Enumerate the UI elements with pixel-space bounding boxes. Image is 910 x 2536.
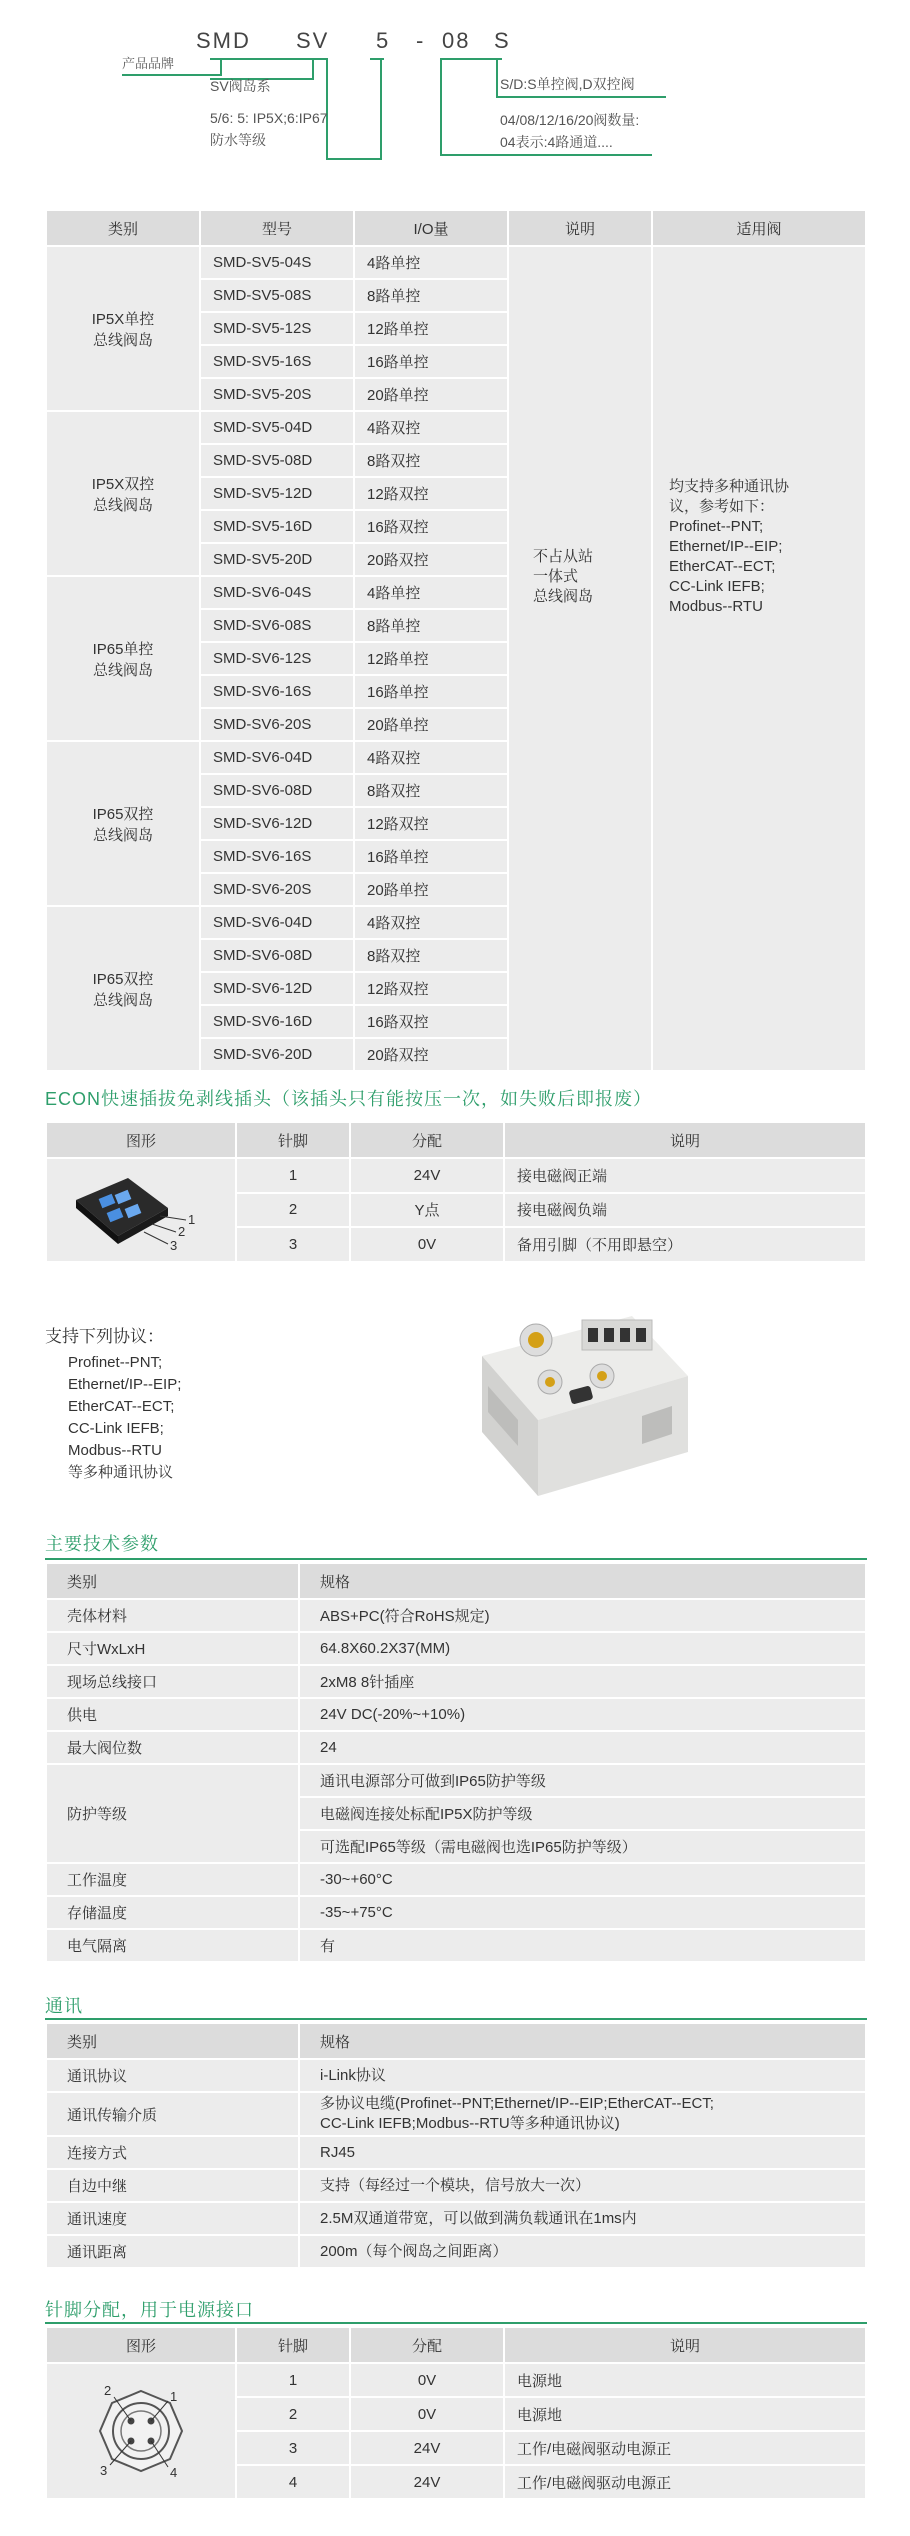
econ-pin-label-2: 2 (178, 1224, 186, 1239)
comm-category-cell: 通讯距离 (46, 2235, 299, 2268)
model-cell: SMD-SV6-08D (200, 939, 354, 972)
econ-graphic-cell (46, 1158, 236, 1262)
power-desc: 电源地 (504, 2397, 866, 2431)
tech-category-cell: 防护等级 (46, 1764, 299, 1863)
tech-col-category: 类别 (46, 1563, 299, 1599)
io-cell: 20路双控 (354, 1038, 508, 1071)
power-pin: 2 (236, 2397, 350, 2431)
table-row (46, 2202, 866, 2235)
category-cell: IP5X单控 总线阀岛 (46, 246, 200, 411)
econ-col-pin: 针脚 (236, 1122, 350, 1158)
tech-spec-cell: 有 (299, 1929, 866, 1962)
power-pins-table (45, 2326, 867, 2500)
protocols-title: 支持下列协议： (45, 1327, 164, 1346)
comm-spec-cell: 200m（每个阀岛之间距离） (299, 2235, 866, 2268)
protocol-item: Profinet--PNT; (68, 1354, 163, 1371)
econ-pin: 3 (236, 1227, 350, 1262)
col-io: I/O量 (354, 210, 508, 246)
power-assign: 24V (350, 2431, 504, 2465)
model-cell: SMD-SV5-08D (200, 444, 354, 477)
model-cell: SMD-SV6-04D (200, 906, 354, 939)
model-cell: SMD-SV6-12D (200, 972, 354, 1005)
tech-title: 主要技术参数 (45, 1534, 159, 1554)
comm-category-cell: 通讯传输介质 (46, 2092, 299, 2136)
power-pin-label-2: 2 (104, 2383, 112, 2398)
power-pin-label-3: 3 (100, 2463, 108, 2478)
comm-spec-cell: RJ45 (299, 2136, 866, 2169)
model-cell: SMD-SV6-20S (200, 873, 354, 906)
io-cell: 12路双控 (354, 972, 508, 1005)
tech-col-spec: 规格 (299, 1563, 866, 1599)
protocol-item: Modbus--RTU (68, 1442, 162, 1459)
model-cell: SMD-SV6-16S (200, 840, 354, 873)
tech-spec-cell: 24 (299, 1731, 866, 1764)
io-cell: 8路单控 (354, 609, 508, 642)
category-cell: IP5X双控 总线阀岛 (46, 411, 200, 576)
model-cell: SMD-SV5-08S (200, 279, 354, 312)
comm-col-spec: 规格 (299, 2023, 866, 2059)
model-cell: SMD-SV5-16S (200, 345, 354, 378)
table-row (46, 1731, 866, 1764)
tech-category-cell: 电气隔离 (46, 1929, 299, 1962)
tech-category-cell: 最大阀位数 (46, 1731, 299, 1764)
model-cell: SMD-SV5-04D (200, 411, 354, 444)
econ-col-assign: 分配 (350, 1122, 504, 1158)
io-cell: 12路单控 (354, 642, 508, 675)
econ-desc: 接电磁阀负端 (504, 1193, 866, 1228)
table-row (46, 1698, 866, 1731)
table-row (46, 1929, 866, 1962)
econ-connector-icon (48, 1160, 234, 1256)
power-desc: 工作/电磁阀驱动电源正 (504, 2465, 866, 2499)
io-cell: 4路双控 (354, 411, 508, 444)
protect-label-2: 防水等级 (210, 132, 266, 148)
valves-cell: 均支持多种通讯协 议，参考如下： Profinet--PNT; Ethernet/IP--EIP; EtherCAT--ECT; CC-Link IEFB; Modbus--RTU (652, 246, 866, 1071)
io-cell: 4路双控 (354, 906, 508, 939)
io-cell: 8路双控 (354, 939, 508, 972)
power-pin: 3 (236, 2431, 350, 2465)
io-cell: 20路单控 (354, 378, 508, 411)
io-cell: 16路双控 (354, 510, 508, 543)
power-assign: 0V (350, 2397, 504, 2431)
tech-spec-cell: -35~+75°C (299, 1896, 866, 1929)
model-cell: SMD-SV6-12D (200, 807, 354, 840)
io-cell: 16路双控 (354, 1005, 508, 1038)
econ-desc: 接电磁阀正端 (504, 1158, 866, 1193)
io-cell: 12路双控 (354, 477, 508, 510)
tech-category-cell: 壳体材料 (46, 1599, 299, 1632)
model-cell: SMD-SV6-12S (200, 642, 354, 675)
model-cell: SMD-SV6-04D (200, 741, 354, 774)
power-desc: 电源地 (504, 2363, 866, 2397)
protocol-item: CC-Link IEFB; (68, 1420, 164, 1437)
channels-label-2: 04表示:4路通道.... (500, 134, 613, 150)
model-cell: SMD-SV6-04S (200, 576, 354, 609)
comm-table (45, 2022, 867, 2269)
model-cell: SMD-SV5-20D (200, 543, 354, 576)
model-cell: SMD-SV6-20S (200, 708, 354, 741)
io-cell: 20路单控 (354, 873, 508, 906)
model-cell: SMD-SV5-04S (200, 246, 354, 279)
tech-spec-cell: 可选配IP65等级（需电磁阀也选IP65防护等级） (299, 1830, 866, 1863)
table-row (46, 246, 866, 279)
power-col-graphic: 图形 (46, 2327, 236, 2363)
tech-spec-cell: 2xM8 8针插座 (299, 1665, 866, 1698)
category-cell: IP65单控 总线阀岛 (46, 576, 200, 741)
io-cell: 20路双控 (354, 543, 508, 576)
table-row (46, 2136, 866, 2169)
tech-category-cell: 存储温度 (46, 1896, 299, 1929)
col-category: 类别 (46, 210, 200, 246)
econ-table (45, 1121, 867, 1263)
tech-spec-cell: 64.8X60.2X37(MM) (299, 1632, 866, 1665)
comm-spec-cell: 2.5M双通道带宽，可以做到满负载通讯在1ms内 (299, 2202, 866, 2235)
channels-label-1: 04/08/12/16/20阀数量: (500, 112, 640, 128)
model-cell: SMD-SV5-16D (200, 510, 354, 543)
bus-module-image (462, 1296, 702, 1514)
power-pins-title: 针脚分配，用于电源接口 (45, 2300, 254, 2320)
io-cell: 20路单控 (354, 708, 508, 741)
econ-pin-label-1: 1 (188, 1212, 196, 1227)
power-pin: 4 (236, 2465, 350, 2499)
econ-assign: 0V (350, 1227, 504, 1262)
tech-spec-cell: 通讯电源部分可做到IP65防护等级 (299, 1764, 866, 1797)
code-part-dash: - (416, 28, 426, 53)
table-row (46, 1896, 866, 1929)
code-part-channels: 08 (442, 28, 471, 53)
econ-desc: 备用引脚（不用即悬空） (504, 1227, 866, 1262)
protocol-item: Ethernet/IP--EIP; (68, 1376, 182, 1393)
power-pin-label-1: 1 (170, 2389, 178, 2404)
model-cell: SMD-SV6-16S (200, 675, 354, 708)
comm-spec-cell: 支持（每经过一个模块，信号放大一次） (299, 2169, 866, 2202)
table-row (46, 2235, 866, 2268)
series-label: SV阀岛系 (210, 78, 271, 94)
brand-label: 产品品牌 (122, 56, 175, 71)
econ-pin: 1 (236, 1158, 350, 1193)
product-table-header (46, 210, 866, 246)
model-cell: SMD-SV5-12S (200, 312, 354, 345)
tech-category-cell: 工作温度 (46, 1863, 299, 1896)
comm-title: 通讯 (45, 1996, 83, 2016)
comm-spec-cell: 多协议电缆(Profinet--PNT;Ethernet/IP--EIP;EtherCAT--ECT; CC-Link IEFB;Modbus--RTU等多种通讯协议) (299, 2092, 866, 2136)
model-cell: SMD-SV6-20D (200, 1038, 354, 1071)
econ-pin-label-3: 3 (170, 1238, 178, 1253)
io-cell: 8路双控 (354, 774, 508, 807)
description-cell: 不占从站 一体式 总线阀岛 (508, 246, 652, 1071)
category-cell: IP65双控 总线阀岛 (46, 906, 200, 1071)
table-row (46, 2092, 866, 2136)
io-cell: 12路单控 (354, 312, 508, 345)
power-pin: 1 (236, 2363, 350, 2397)
econ-col-graphic: 图形 (46, 1122, 236, 1158)
tech-spec-cell: ABS+PC(符合RoHS规定) (299, 1599, 866, 1632)
econ-assign: Y点 (350, 1193, 504, 1228)
table-row (46, 1764, 866, 1797)
econ-pin: 2 (236, 1193, 350, 1228)
protect-label-1: 5/6: 5: IP5X;6:IP67 (210, 110, 328, 126)
io-cell: 12路双控 (354, 807, 508, 840)
m8-connector-icon (48, 2365, 234, 2493)
model-cell: SMD-SV6-08D (200, 774, 354, 807)
code-part-series: SV (296, 28, 330, 53)
econ-title: ECON快速插拔免剥线插头（该插头只有能按压一次，如失败后即报废） (45, 1089, 653, 1109)
io-cell: 16路单控 (354, 345, 508, 378)
table-row (46, 1665, 866, 1698)
comm-category-cell: 自边中继 (46, 2169, 299, 2202)
table-row (46, 2059, 866, 2092)
comm-category-cell: 通讯速度 (46, 2202, 299, 2235)
protocols-list (68, 1352, 181, 1484)
comm-category-cell: 通讯协议 (46, 2059, 299, 2092)
model-cell: SMD-SV5-12D (200, 477, 354, 510)
power-desc: 工作/电磁阀驱动电源正 (504, 2431, 866, 2465)
tech-spec-cell: 电磁阀连接处标配IP5X防护等级 (299, 1797, 866, 1830)
tech-table (45, 1562, 867, 1963)
table-row (46, 1632, 866, 1665)
io-cell: 8路双控 (354, 444, 508, 477)
tech-category-cell: 现场总线接口 (46, 1665, 299, 1698)
io-cell: 4路单控 (354, 246, 508, 279)
io-cell: 8路单控 (354, 279, 508, 312)
io-cell: 16路单控 (354, 840, 508, 873)
category-cell: IP65双控 总线阀岛 (46, 741, 200, 906)
protocol-item: EtherCAT--ECT; (68, 1398, 175, 1415)
col-model: 型号 (200, 210, 354, 246)
code-part-brand: SMD (196, 28, 251, 53)
model-cell: SMD-SV5-20S (200, 378, 354, 411)
power-graphic-cell (46, 2363, 236, 2499)
col-valves: 适用阀 (652, 210, 866, 246)
power-col-assign: 分配 (350, 2327, 504, 2363)
code-part-type: S (494, 28, 511, 53)
io-cell: 4路单控 (354, 576, 508, 609)
power-pin-label-4: 4 (170, 2465, 178, 2480)
col-description: 说明 (508, 210, 652, 246)
econ-col-desc: 说明 (504, 1122, 866, 1158)
power-col-pin: 针脚 (236, 2327, 350, 2363)
io-cell: 4路双控 (354, 741, 508, 774)
comm-col-category: 类别 (46, 2023, 299, 2059)
econ-assign: 24V (350, 1158, 504, 1193)
type-label: S/D:S单控阀,D双控阀 (500, 76, 635, 92)
tech-category-cell: 尺寸WxLxH (46, 1632, 299, 1665)
table-row (46, 1863, 866, 1896)
protocol-item: 等多种通讯协议 (68, 1464, 174, 1481)
product-table (45, 209, 867, 1072)
table-row (46, 1599, 866, 1632)
power-assign: 0V (350, 2363, 504, 2397)
power-col-desc: 说明 (504, 2327, 866, 2363)
comm-spec-cell: i-Link协议 (299, 2059, 866, 2092)
table-row (46, 2169, 866, 2202)
comm-category-cell: 连接方式 (46, 2136, 299, 2169)
power-assign: 24V (350, 2465, 504, 2499)
tech-spec-cell: -30~+60°C (299, 1863, 866, 1896)
tech-category-cell: 供电 (46, 1698, 299, 1731)
model-cell: SMD-SV6-16D (200, 1005, 354, 1038)
tech-spec-cell: 24V DC(-20%~+10%) (299, 1698, 866, 1731)
code-part-protect: 5 (376, 28, 391, 53)
io-cell: 16路单控 (354, 675, 508, 708)
model-cell: SMD-SV6-08S (200, 609, 354, 642)
